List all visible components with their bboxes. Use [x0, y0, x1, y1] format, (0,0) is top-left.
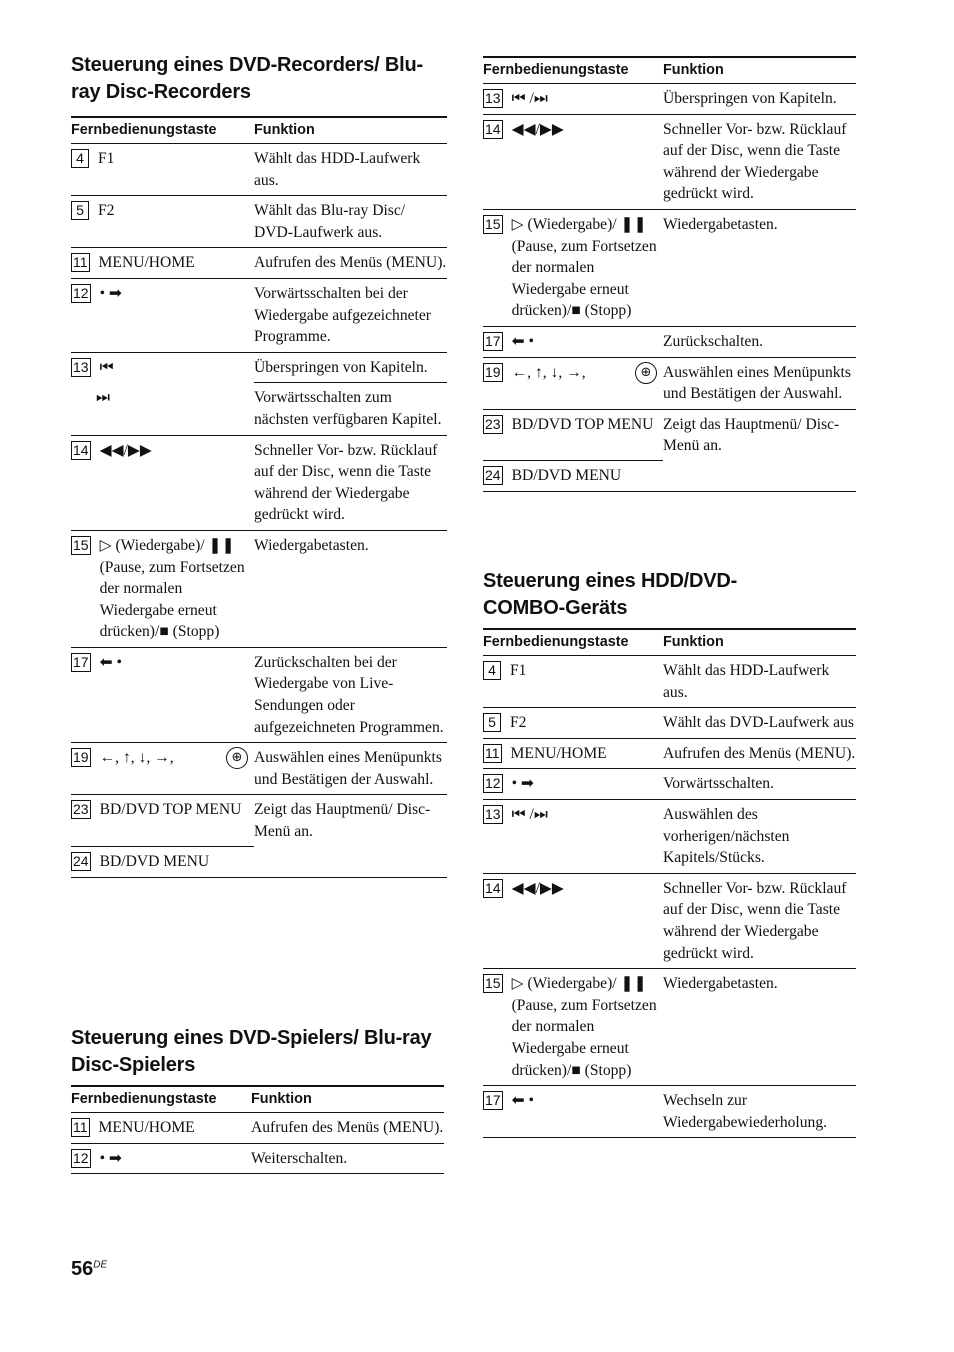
- section-title: Steuerung eines DVD-Recorders/ Blu-ray Disc-Recorders: [71, 54, 423, 103]
- remote-key-cell: [483, 209, 663, 326]
- table-row: [483, 84, 856, 115]
- table-row: [71, 795, 447, 847]
- key-label: ◀◀/▶▶: [511, 120, 564, 138]
- remote-key-cell: [483, 969, 663, 1086]
- remote-key-cell: [483, 769, 663, 800]
- table-row: [71, 847, 447, 878]
- function-description: Wiedergabetasten.: [254, 530, 447, 647]
- column-header-function: Funktion: [663, 57, 856, 84]
- remote-key-cell: [71, 196, 254, 248]
- column-header-key: Fernbedienungstaste: [483, 57, 663, 84]
- section-dvd-recorder-continued: [483, 56, 856, 492]
- key-label: ◀◀/▶▶: [511, 879, 564, 897]
- remote-key-cell: [71, 1143, 251, 1174]
- key-label: F1: [98, 150, 115, 167]
- remote-key-cell: [483, 461, 663, 492]
- key-number-badge: 5: [71, 201, 89, 220]
- key-number-badge: 14: [485, 879, 501, 896]
- table-row: [71, 196, 447, 248]
- key-label: MENU/HOME: [98, 1119, 195, 1136]
- function-description: Wählt das HDD-Laufwerk aus.: [663, 656, 856, 708]
- key-label: ⬅ •: [511, 1092, 535, 1110]
- key-number-badge: 14: [485, 120, 501, 137]
- key-number-badge: 24: [73, 853, 89, 870]
- key-number-badge: 4: [71, 149, 89, 168]
- remote-key-cell: [71, 1113, 251, 1144]
- key-label: BD/DVD MENU: [99, 853, 210, 871]
- remote-key-cell: [483, 1086, 663, 1138]
- table-row: [483, 708, 856, 739]
- key-number-badge: 15: [73, 536, 89, 553]
- table-row: [483, 1086, 856, 1138]
- table-row: [483, 209, 856, 326]
- function-description: Zeigt das Hauptmenü/ Disc-Menü an.: [254, 801, 431, 841]
- key-number-badge: 19: [73, 749, 89, 766]
- key-label: F2: [98, 202, 115, 220]
- table-row: [483, 873, 856, 968]
- key-number-badge: 11: [485, 744, 500, 761]
- function-description: [663, 461, 856, 492]
- key-label: ⏭: [96, 388, 111, 406]
- table-row: [483, 357, 856, 409]
- function-description: Überspringen von Kapiteln.: [663, 84, 856, 115]
- key-label: F1: [510, 662, 527, 679]
- table-row: [71, 278, 447, 352]
- column-header-function: Funktion: [663, 629, 856, 656]
- function-description: Vorwärtsschalten.: [663, 769, 856, 800]
- remote-key-cell: [71, 530, 254, 647]
- key-label: BD/DVD TOP MENU: [99, 801, 242, 819]
- dvd-player-table: [71, 1085, 444, 1174]
- table-row: [71, 1143, 444, 1174]
- key-number-badge: 13: [485, 805, 501, 822]
- function-description: Zeigt das Hauptmenü/ Disc-Menü an.: [663, 415, 840, 455]
- table-row: [483, 461, 856, 492]
- table-row: [71, 435, 447, 530]
- function-description: Wählt das HDD-Laufwerk aus.: [254, 144, 447, 196]
- function-description: Weiterschalten.: [251, 1143, 444, 1174]
- key-number-badge: 17: [485, 332, 501, 349]
- function-description: Auswählen des vorherigen/nächsten Kapitels/Stücks.: [663, 799, 856, 873]
- key-number-badge: 12: [485, 775, 501, 792]
- key-label: • ➡: [99, 1149, 123, 1167]
- key-number-badge: 11: [73, 1119, 88, 1135]
- enter-button-icon: ⊕: [635, 362, 657, 384]
- table-row: [71, 530, 447, 647]
- table-row: [483, 656, 856, 708]
- section-hdd-combo: [483, 568, 856, 1138]
- table-row: [483, 969, 856, 1086]
- key-number-badge: 15: [485, 215, 501, 232]
- key-label: ▷ (Wiedergabe)/ ❚❚ (Pause, zum Fortsetzen der normalen Wiedergabe erneut drücken)/■ (Stopp): [511, 215, 657, 320]
- key-label: ⬅ •: [99, 653, 123, 671]
- remote-key-cell: [483, 708, 663, 739]
- table-row: [483, 409, 856, 461]
- key-number-badge: [71, 388, 87, 405]
- section-title: Steuerung eines HDD/DVD-COMBO-Geräts: [483, 570, 738, 619]
- key-label: F2: [510, 714, 527, 732]
- remote-key-cell: [483, 738, 663, 769]
- section-dvd-recorder: [71, 52, 447, 878]
- function-description: Auswählen eines Menüpunkts und Bestätigen der Auswahl.: [663, 357, 856, 409]
- remote-key-cell: [483, 114, 663, 209]
- page-number: [71, 1258, 107, 1281]
- remote-key-cell: [71, 795, 254, 847]
- function-description: Aufrufen des Menüs (MENU).: [251, 1113, 444, 1144]
- table-row: [71, 352, 447, 383]
- key-label: ←, ↑, ↓, →,: [511, 363, 586, 381]
- function-description: Überspringen von Kapiteln.: [254, 352, 447, 383]
- key-number-badge: 13: [73, 358, 89, 375]
- key-number-badge: 24: [485, 467, 501, 484]
- table-row: [71, 743, 447, 795]
- key-label: ⏮ /⏭: [511, 805, 548, 823]
- table-row: [71, 647, 447, 742]
- enter-button-icon: ⊕: [226, 747, 248, 769]
- column-header-key: Fernbedienungstaste: [483, 629, 663, 656]
- key-label: ⏮ /⏭: [511, 90, 548, 107]
- function-description: Schneller Vor- bzw. Rücklauf auf der Disc, wenn die Taste während der Wiedergabe gedrückt wird.: [254, 435, 447, 530]
- key-number-badge: 15: [485, 975, 501, 992]
- key-number-badge: 17: [485, 1092, 501, 1109]
- key-label: MENU/HOME: [510, 744, 607, 762]
- function-description: Vorwärtsschalten bei der Wiedergabe aufgezeichneter Programme.: [254, 278, 447, 352]
- function-description: Wählt das DVD-Laufwerk aus: [663, 708, 856, 739]
- function-description: Aufrufen des Menüs (MENU).: [663, 738, 856, 769]
- column-header-function: Funktion: [251, 1086, 444, 1113]
- remote-key-cell: [483, 656, 663, 708]
- page-number-value: 56: [71, 1258, 94, 1280]
- remote-key-cell: [71, 743, 254, 795]
- table-row: [71, 1113, 444, 1144]
- key-label: ▷ (Wiedergabe)/ ❚❚ (Pause, zum Fortsetzen der normalen Wiedergabe erneut drücken)/■ (Stopp): [99, 536, 245, 641]
- function-description: Schneller Vor- bzw. Rücklauf auf der Disc, wenn die Taste während der Wiedergabe gedrückt wird.: [663, 114, 856, 209]
- column-header-function: Funktion: [254, 117, 447, 144]
- key-number-badge: 23: [485, 415, 501, 432]
- key-number-badge: 12: [73, 284, 89, 301]
- key-number-badge: 4: [483, 661, 501, 680]
- key-label: BD/DVD MENU: [511, 467, 622, 485]
- table-row: [483, 799, 856, 873]
- function-description: Wählt das Blu-ray Disc/ DVD-Laufwerk aus.: [254, 196, 447, 248]
- function-description: Auswählen eines Menüpunkts und Bestätigen der Auswahl.: [254, 743, 447, 795]
- function-description: Wechseln zur Wiedergabewiederholung.: [663, 1086, 856, 1138]
- key-label: • ➡: [511, 775, 535, 793]
- remote-key-cell: [71, 144, 254, 196]
- section-title: Steuerung eines DVD-Spielers/ Blu-ray Disc-Spielers: [71, 1027, 432, 1076]
- key-number-badge: 13: [485, 90, 501, 106]
- dvd-recorder-table-continued: [483, 56, 856, 492]
- remote-key-cell: [483, 409, 663, 461]
- function-description: Schneller Vor- bzw. Rücklauf auf der Disc, wenn die Taste während der Wiedergabe gedrückt wird.: [663, 873, 856, 968]
- table-row: [483, 326, 856, 357]
- key-label: ⬅ •: [511, 332, 535, 350]
- remote-key-cell: [483, 873, 663, 968]
- hdd-combo-table: [483, 628, 856, 1138]
- key-number-badge: 11: [73, 254, 88, 271]
- table-row: [71, 144, 447, 196]
- table-row: [483, 738, 856, 769]
- key-label: MENU/HOME: [98, 254, 195, 272]
- key-label: • ➡: [99, 284, 123, 302]
- key-number-badge: 14: [73, 441, 89, 458]
- remote-key-cell: [71, 248, 254, 279]
- remote-key-cell: [483, 84, 663, 115]
- key-label: ←, ↑, ↓, →,: [99, 749, 174, 767]
- table-row: [71, 248, 447, 279]
- table-row: [71, 383, 447, 435]
- remote-key-cell: [483, 326, 663, 357]
- function-description: Wiedergabetasten.: [663, 969, 856, 1086]
- remote-key-cell: [483, 799, 663, 873]
- key-label: ▷ (Wiedergabe)/ ❚❚ (Pause, zum Fortsetzen der normalen Wiedergabe erneut drücken)/■ (Stopp): [511, 975, 657, 1079]
- section-dvd-player: [71, 1025, 444, 1174]
- key-number-badge: 5: [483, 713, 501, 732]
- function-description: Zurückschalten bei der Wiedergabe von Live-Sendungen oder aufgezeichneten Programmen.: [254, 647, 447, 742]
- remote-key-cell: [71, 383, 254, 435]
- key-label: ⏮: [99, 358, 114, 376]
- column-header-key: Fernbedienungstaste: [71, 117, 254, 144]
- key-number-badge: 12: [73, 1149, 89, 1166]
- table-row: [483, 769, 856, 800]
- key-label: BD/DVD TOP MENU: [511, 415, 654, 433]
- key-number-badge: 23: [73, 801, 89, 818]
- remote-key-cell: [71, 647, 254, 742]
- function-description: [254, 847, 447, 878]
- remote-key-cell: [483, 357, 663, 409]
- remote-key-cell: [71, 847, 254, 878]
- dvd-recorder-table: [71, 116, 447, 878]
- column-header-key: Fernbedienungstaste: [71, 1086, 251, 1113]
- key-number-badge: 17: [73, 653, 89, 670]
- function-description: Wiedergabetasten.: [663, 209, 856, 326]
- function-description: Vorwärtsschalten zum nächsten verfügbaren Kapitel.: [254, 383, 447, 435]
- key-label: ◀◀/▶▶: [99, 441, 152, 459]
- remote-key-cell: [71, 278, 254, 352]
- remote-key-cell: [71, 352, 254, 383]
- remote-key-cell: [71, 435, 254, 530]
- function-description: Aufrufen des Menüs (MENU).: [254, 248, 447, 279]
- function-description: Zurückschalten.: [663, 326, 856, 357]
- key-number-badge: 19: [485, 363, 501, 380]
- table-row: [483, 114, 856, 209]
- page-language-tag: DE: [93, 1259, 108, 1271]
